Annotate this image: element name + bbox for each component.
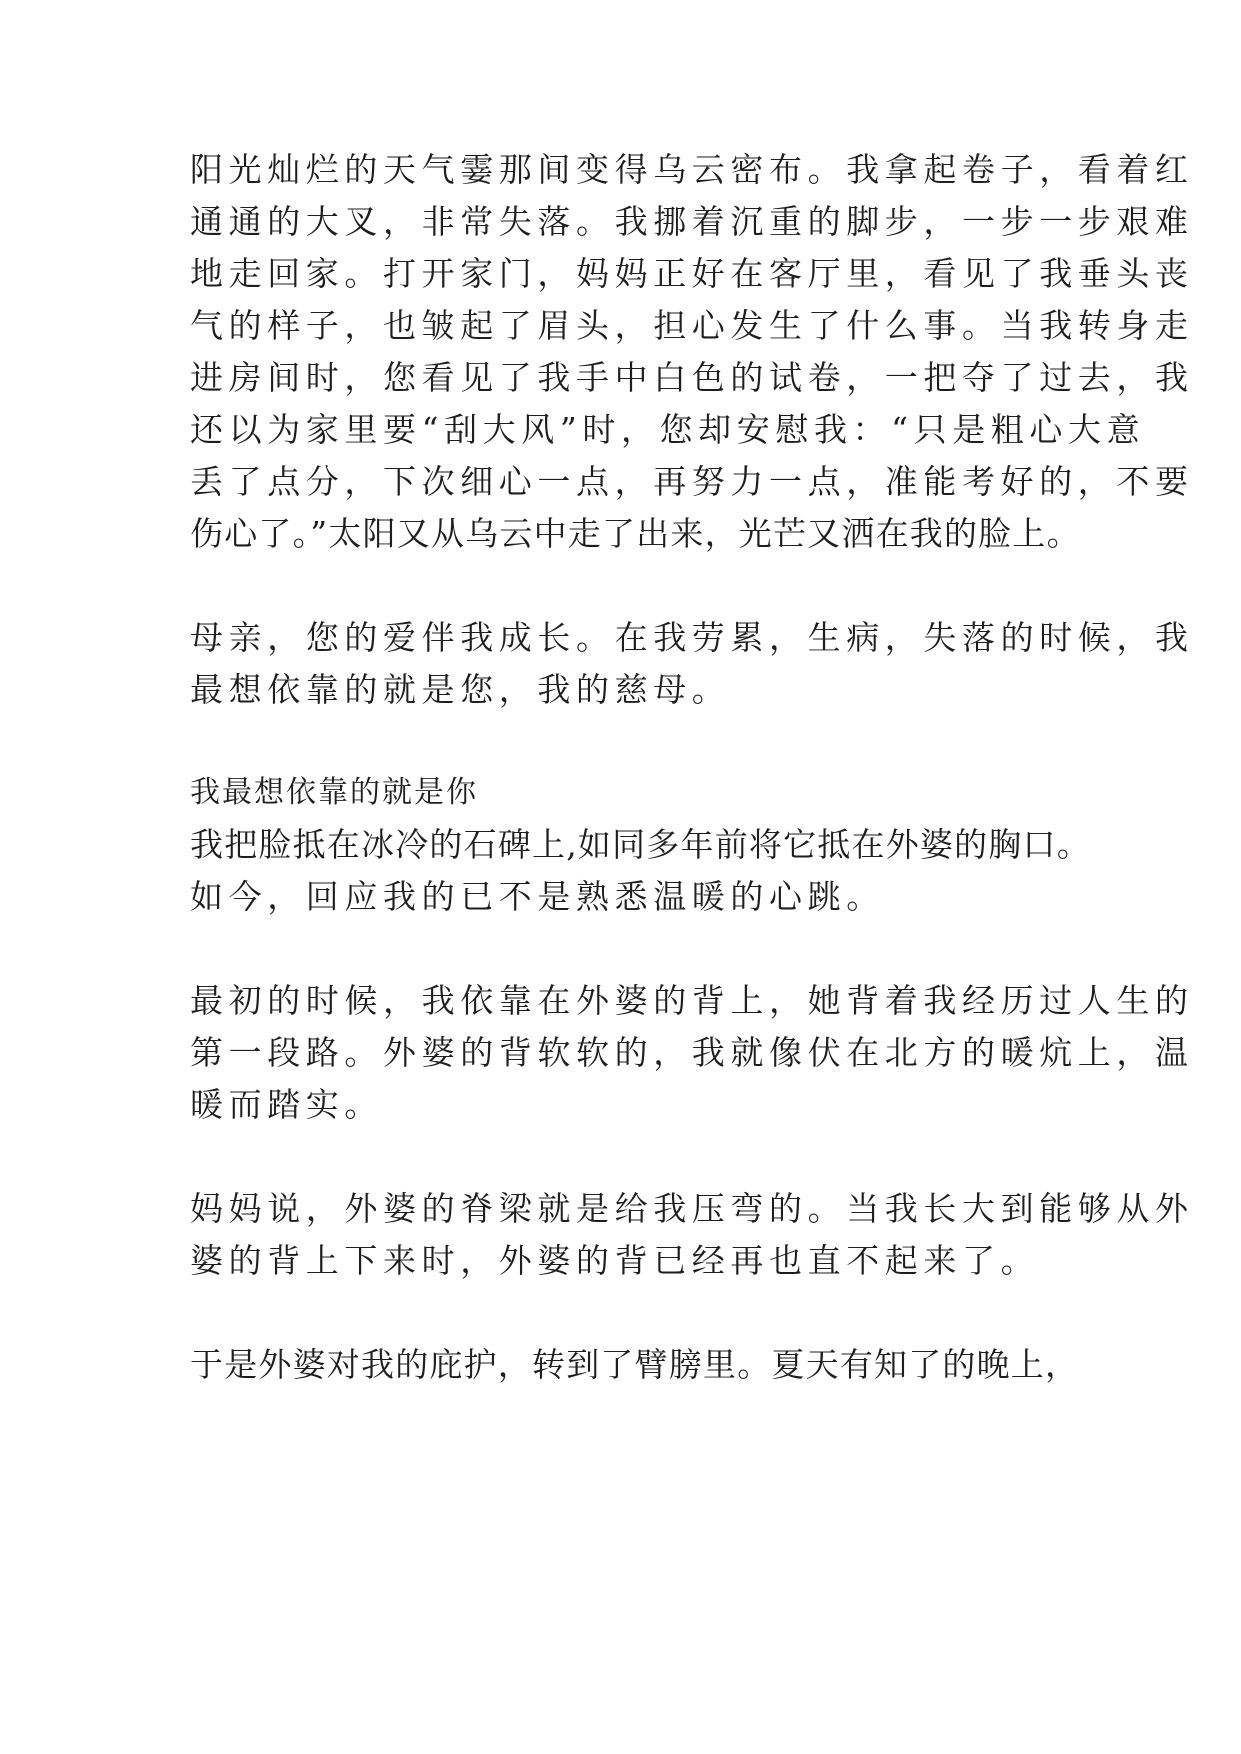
paragraph-5-line-1: 妈妈说，外婆的脊梁就是给我压弯的。当我长大到能够从外 [190,1189,1194,1228]
paragraph-1-line-5: 进房间时，您看见了我手中白色的试卷，一把夺了过去，我 [190,358,1194,397]
paragraph-2-line-1: 母亲，您的爱伴我成长。在我劳累，生病，失落的时候，我 [190,618,1194,657]
paragraph-6-line-1: 于是外婆对我的庇护，转到了臂膀里。夏天有知了的晚上， [190,1345,1080,1384]
paragraph-3-line-1: 我把脸抵在冰冷的石碑上,如同多年前将它抵在外婆的胸口。 [190,825,1091,864]
paragraph-4-line-3: 暖而踏实。 [190,1085,383,1124]
paragraph-4-line-2: 第一段路。外婆的背软软的，我就像伏在北方的暖炕上，温 [190,1033,1194,1072]
paragraph-1-line-8: 伤心了。”太阳又从乌云中走了出来，光芒又洒在我的脸上。 [190,514,1081,553]
paragraph-1-line-1: 阳光灿烂的天气霎那间变得乌云密布。我拿起卷子，看着红 [190,150,1194,189]
paragraph-1-line-3: 地走回家。打开家门，妈妈正好在客厅里，看见了我垂头丧 [190,254,1194,293]
paragraph-2-line-2: 最想依靠的就是您，我的慈母。 [190,670,731,709]
paragraph-5-line-2: 婆的背上下来时，外婆的背已经再也直不起来了。 [190,1241,1040,1280]
paragraph-1-line-7: 丢了点分，下次细心一点，再努力一点，准能考好的，不要 [190,462,1194,501]
paragraph-1-line-6: 还以为家里要“刮大风”时，您却安慰我：“只是粗心大意 [190,410,1146,449]
paragraph-3-line-2: 如今，回应我的已不是熟悉温暖的心跳。 [190,877,885,916]
paragraph-4-line-1: 最初的时候，我依靠在外婆的背上，她背着我经历过人生的 [190,981,1194,1020]
paragraph-1-line-4: 气的样子，也皱起了眉头，担心发生了什么事。当我转身走 [190,306,1194,345]
paragraph-1-line-2: 通通的大叉，非常失落。我挪着沉重的脚步，一步一步艰难 [190,202,1194,241]
section-title: 我最想依靠的就是你 [190,775,478,810]
